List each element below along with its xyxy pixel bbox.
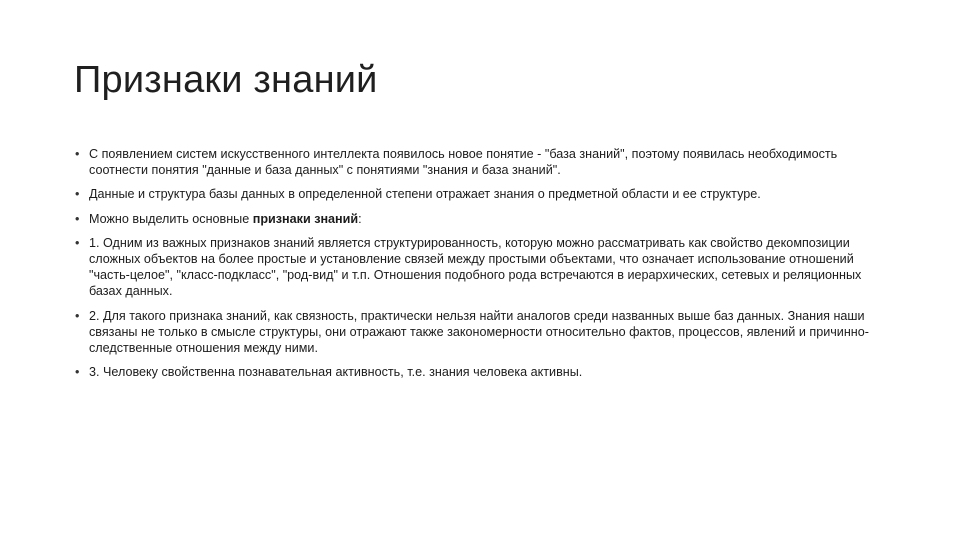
bullet-dot-icon: • xyxy=(75,187,80,202)
bullet-list xyxy=(72,146,892,388)
bullet-item xyxy=(72,186,892,202)
bullet-dot-icon: • xyxy=(75,308,80,323)
bullet-item xyxy=(72,211,892,227)
bullet-item xyxy=(72,146,892,178)
slide-title: Признаки знаний xyxy=(74,59,378,101)
bullet-text: Данные и структура базы данных в определенной степени отражает знания о предметной области и ее структуре. xyxy=(89,187,761,202)
bullet-item xyxy=(72,364,892,380)
bullet-text-emphasis: признаки знаний xyxy=(252,211,359,226)
bullet-text: 2. Для такого признака знаний, как связность, практически нельзя найти аналогов среди названных выше баз данных. Знания наши связаны не только в смысле структуры, они отражают также закономерности относительно фактов, процессов, явлений и причинно-следственные отношения между ними. xyxy=(89,308,869,356)
bullet-text xyxy=(89,212,362,226)
bullet-dot-icon: • xyxy=(75,365,80,380)
bullet-item xyxy=(72,308,892,357)
bullet-text: 3. Человеку свойственна познавательная активность, т.е. знания человека активны. xyxy=(89,365,583,380)
bullet-text-prefix: Можно выделить основные xyxy=(89,211,253,226)
bullet-item xyxy=(72,235,892,300)
bullet-dot-icon: • xyxy=(75,211,80,226)
bullet-text: С появлением систем искусственного интеллекта появилось новое понятие - "база знаний", поэтому появилась необходимость соотнести понятия "данные и база данных" с понятиями "знания и база знаний". xyxy=(89,147,838,178)
bullet-dot-icon: • xyxy=(75,235,80,250)
bullet-dot-icon: • xyxy=(75,147,80,161)
bullet-text: 1. Одним из важных признаков знаний является структурированность, которую можно рассматривать как свойство декомпозиции сложных объектов на более простые и установление связей между простыми объектами, что означает использование отношений "часть-целое", "класс-подкласс", "род-вид" и т.п. Отношения подобного рода встречаются в иерархических, сетевых и реляционных базах данных. xyxy=(89,235,862,299)
bullet-text-suffix: : xyxy=(358,211,362,226)
